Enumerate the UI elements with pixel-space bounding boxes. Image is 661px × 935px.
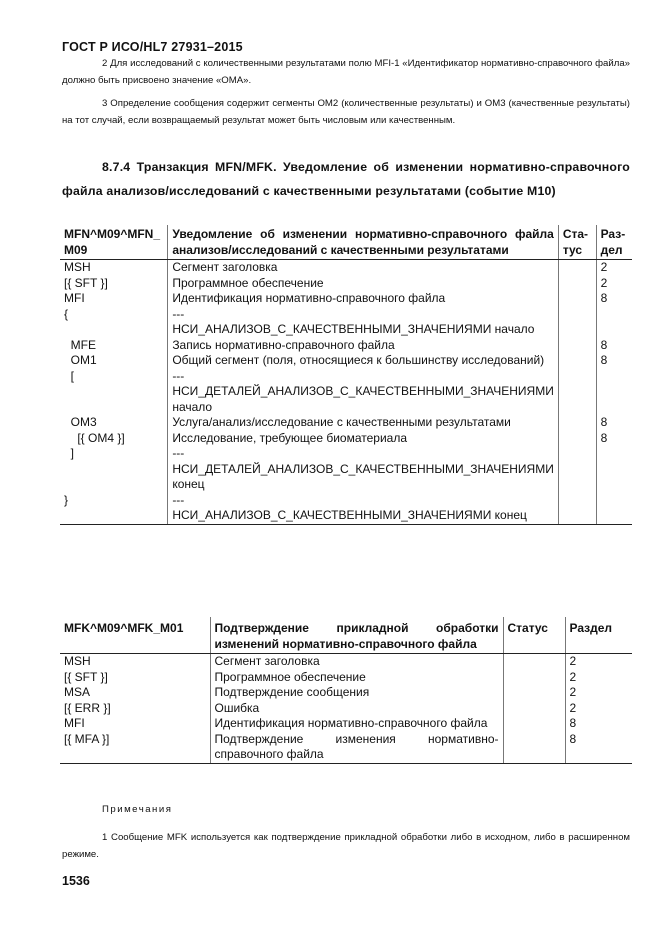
description-cell: --- НСИ_ДЕТАЛЕЙ_АНАЛИЗОВ_С_КАЧЕСТВЕННЫМИ_ЗНАЧЕНИЯМИ конец [168,446,559,493]
section-cell: 8 [600,415,608,429]
table-header-row [60,617,632,654]
description-cell: Программное обеспечение [168,276,559,292]
section-cell: 8 [600,337,608,352]
status-cell [558,338,596,354]
table-row [60,260,632,276]
page-number: 1536 [62,874,90,888]
segment-cell: MSA [60,685,210,701]
segment-cell: OM1 [60,353,168,369]
description-cell: --- НСИ_АНАЛИЗОВ_С_КАЧЕСТВЕННЫМИ_ЗНАЧЕНИЯМИ конец [168,493,559,525]
description-cell: Исследование, требующее биоматериала [168,431,559,447]
table-row [60,732,632,764]
section-cell [596,446,632,493]
status-cell [558,369,596,416]
segment-cell: [ [60,369,168,416]
table-row [60,338,632,354]
section-cell: 8 [600,291,608,305]
description-cell: Подтверждение изменения нормативно-справочного файла [210,732,503,764]
status-cell [558,493,596,525]
header-description: Уведомление об изменении нормативно-справочного файла анализов/исследований с качественными результатами [168,225,559,260]
segment-cell: [{ OM4 }] [60,431,168,447]
section-cell: 2 [569,685,577,699]
segment-cell: [{ MFA }] [60,732,210,764]
notes-heading: Примечания [102,804,173,815]
status-cell [558,446,596,493]
section-cell [596,493,632,525]
description-cell: Идентификация нормативно-справочного файла [210,716,503,732]
description-cell: Сегмент заголовка [168,260,559,276]
section-cell: 2 [569,700,577,715]
header-description: Подтверждение прикладной обработки изменений нормативно-справочного файла [210,617,503,654]
table-row [60,276,632,292]
document-header: ГОСТ Р ИСО/HL7 27931–2015 [62,40,243,54]
table-row [60,291,632,307]
table-row [60,369,632,416]
header-segment: MFN^M09^MFN_ M09 [60,225,168,260]
table-row [60,716,632,732]
status-cell [558,291,596,307]
section-title: 8.7.4 Транзакция MFN/MFK. Уведомление об изменении нормативно-справочного файла анализов/исследований с качественными результатами (событие M10) [62,160,630,198]
description-cell: Подтверждение сообщения [210,685,503,701]
status-cell [558,431,596,447]
section-cell: 8 [600,353,608,367]
section-cell: 2 [600,260,608,274]
note-2: 2 Для исследований с количественными результатами полю MFI-1 «Идентификатор нормативно-справочного файла» должно быть присвоено значение «OMA». [62,58,630,86]
section-cell: 2 [569,669,577,684]
table-row [60,654,632,670]
table-row [60,493,632,525]
section-cell [596,369,632,416]
mfn-message-table [60,225,632,525]
segment-cell: [{ ERR }] [60,701,210,717]
table-row [60,415,632,431]
mfk-message-table [60,617,632,764]
table-row [60,670,632,686]
header-section: Раздел [565,617,632,654]
status-cell [558,307,596,338]
section-cell: 2 [569,654,577,668]
status-cell [558,260,596,276]
segment-cell: } [60,493,168,525]
status-cell [558,415,596,431]
description-cell: Услуга/анализ/исследование с качественными результатами [168,415,559,431]
section-cell: 8 [565,732,632,764]
description-cell: Запись нормативно-справочного файла [168,338,559,354]
status-cell [503,732,565,764]
note-3: 3 Определение сообщения содержит сегменты OM2 (количественные результаты) и OM3 (качественные результаты) на тот случай, если возвращаемый результат может быть числовым или качественным. [62,98,630,126]
table-row [60,431,632,447]
section-cell: 8 [600,430,608,445]
note-1: 1 Сообщение MFK используется как подтверждение прикладной обработки либо в исходном, либо в расширенном режиме. [62,832,630,860]
description-cell: Ошибка [210,701,503,717]
segment-cell: { [60,307,168,338]
section-cell: 8 [569,716,577,730]
header-segment: MFK^M09^MFK_M01 [60,617,210,654]
status-cell [503,654,565,670]
table-row [60,307,632,338]
status-cell [503,701,565,717]
table-row [60,701,632,717]
table-row [60,685,632,701]
segment-cell: MSH [60,654,210,670]
status-cell [558,353,596,369]
table-header-row [60,225,632,260]
description-cell: --- НСИ_ДЕТАЛЕЙ_АНАЛИЗОВ_С_КАЧЕСТВЕННЫМИ_ЗНАЧЕНИЯМИ начало [168,369,559,416]
segment-cell: [{ SFT }] [60,276,168,292]
status-cell [503,685,565,701]
status-cell [503,716,565,732]
segment-cell: MSH [60,260,168,276]
segment-cell: OM3 [60,415,168,431]
table-row [60,353,632,369]
header-status: Статус [503,617,565,654]
description-cell: Программное обеспечение [210,670,503,686]
section-cell [596,307,632,338]
description-cell: Общий сегмент (поля, относящиеся к большинству исследований) [168,353,559,369]
description-cell: Сегмент заголовка [210,654,503,670]
segment-cell: MFI [60,716,210,732]
segment-cell: ] [60,446,168,493]
segment-cell: MFE [60,338,168,354]
section-cell: 2 [600,275,608,290]
header-section: Раз-дел [596,225,632,260]
header-status: Ста-тус [558,225,596,260]
description-cell: --- НСИ_АНАЛИЗОВ_С_КАЧЕСТВЕННЫМИ_ЗНАЧЕНИЯМИ начало [168,307,559,338]
status-cell [558,276,596,292]
status-cell [503,670,565,686]
table-row [60,446,632,493]
segment-cell: MFI [60,291,168,307]
segment-cell: [{ SFT }] [60,670,210,686]
description-cell: Идентификация нормативно-справочного файла [168,291,559,307]
